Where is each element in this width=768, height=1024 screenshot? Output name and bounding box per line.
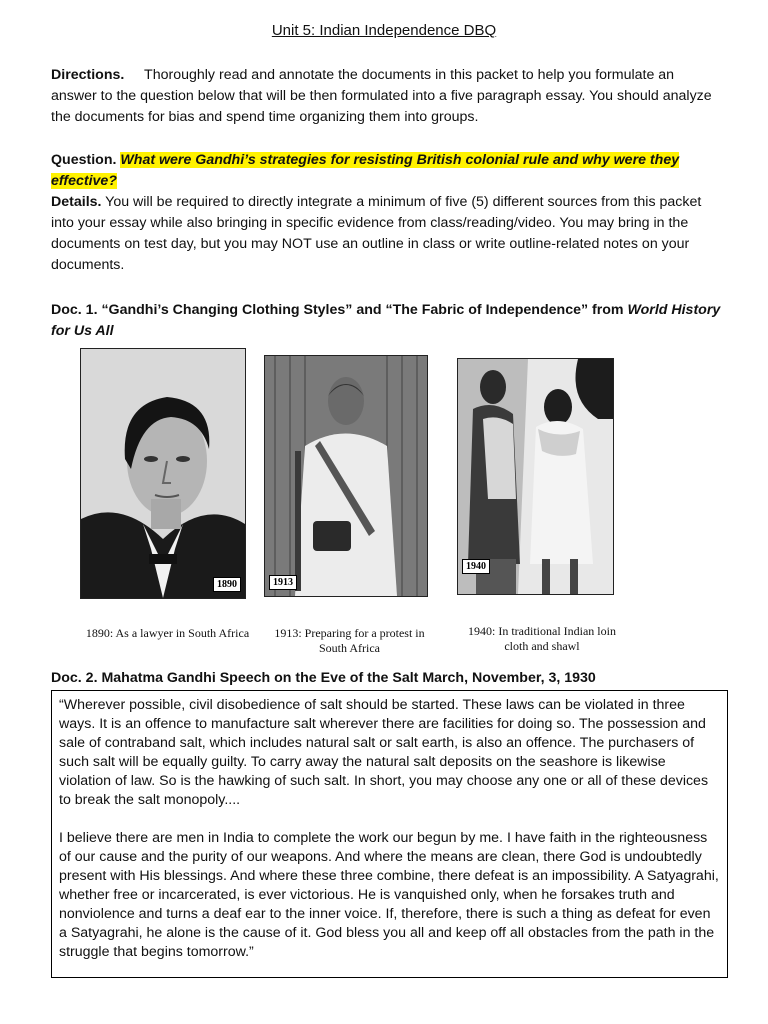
speech-quote-box	[51, 690, 728, 978]
doc1-heading-text: Doc. 1. “Gandhi’s Changing Clothing Styles” and “The Fabric of Independence” from	[51, 302, 624, 318]
question-label: Question.	[51, 152, 117, 168]
doc1-source: World History for Us All	[51, 302, 721, 339]
photo-1913	[264, 355, 428, 597]
photo-1890-image	[81, 349, 245, 598]
photo-1913-tag: 1913	[269, 575, 297, 590]
details-paragraph	[51, 192, 721, 276]
directions-text: Thoroughly read and annotate the documents in this packet to help you formulate an answer to the question below that will be then formulated into a five paragraph essay. You should analyze the documents for bias and spend time organizing them into groups.	[51, 67, 712, 125]
question-paragraph	[51, 150, 721, 192]
directions-paragraph	[51, 65, 721, 128]
doc2-heading: Doc. 2. Mahatma Gandhi Speech on the Eve of the Salt March, November, 3, 1930	[51, 670, 596, 686]
photo-1913-image	[265, 356, 427, 596]
speech-paragraph-1: “Wherever possible, civil disobedience of salt should be started. These laws can be violated in three ways. It is an offence to manufacture salt wherever there are facilities for doing so. The possession and sale of contraband salt, which includes natural salt or salt earth, is also an offence. The purchasers of such salt will be equally guilty. To carry away the natural salt deposits on the seashore is likewise violation of law. So is the hawking of such salt. In short, you may choose any one or all of these devices to break the salt monopoly....	[59, 697, 709, 808]
photo-1890	[80, 348, 246, 599]
caption-1940: 1940: In traditional Indian loin cloth and shawl	[468, 624, 616, 653]
page-title: Unit 5: Indian Independence DBQ	[271, 22, 497, 39]
caption-1890: 1890: As a lawyer in South Africa	[85, 626, 250, 640]
doc1-heading	[51, 300, 731, 342]
details-label: Details.	[51, 194, 102, 210]
photo-1940-tag: 1940	[462, 559, 490, 574]
photo-1890-tag: 1890	[213, 577, 241, 592]
caption-1913: 1913: Preparing for a protest in South Africa	[274, 626, 425, 655]
photo-1940	[457, 358, 614, 595]
speech-paragraph-2: I believe there are men in India to complete the work our begun by me. I have faith in the righteousness of our cause and the purity of our weapons. And where the means are clean, there God is undoubtedly present with His blessings. And where these three combine, there defeat is an impossibility. A Satyagrahi, whether free or incarcerated, is ever victorious. He is vanquished only, when he forsakes truth and nonviolence and turns a deaf ear to the inner voice. If, therefore, there is such a thing as defeat for even a Satyagrahi, he alone is the cause of it. God bless you all and keep off all obstacles from the path in the struggle that begins tomorrow.”	[59, 830, 719, 960]
question-text: What were Gandhi’s strategies for resisting British colonial rule and why were they effective?	[51, 152, 680, 189]
details-text: You will be required to directly integrate a minimum of five (5) different sources from this packet into your essay while also bringing in specific evidence from class/reading/video. You may bring in the documents on test day, but you may NOT use an outline in class or write outline-related notes on your documents.	[51, 194, 702, 273]
directions-label: Directions.	[51, 67, 125, 83]
